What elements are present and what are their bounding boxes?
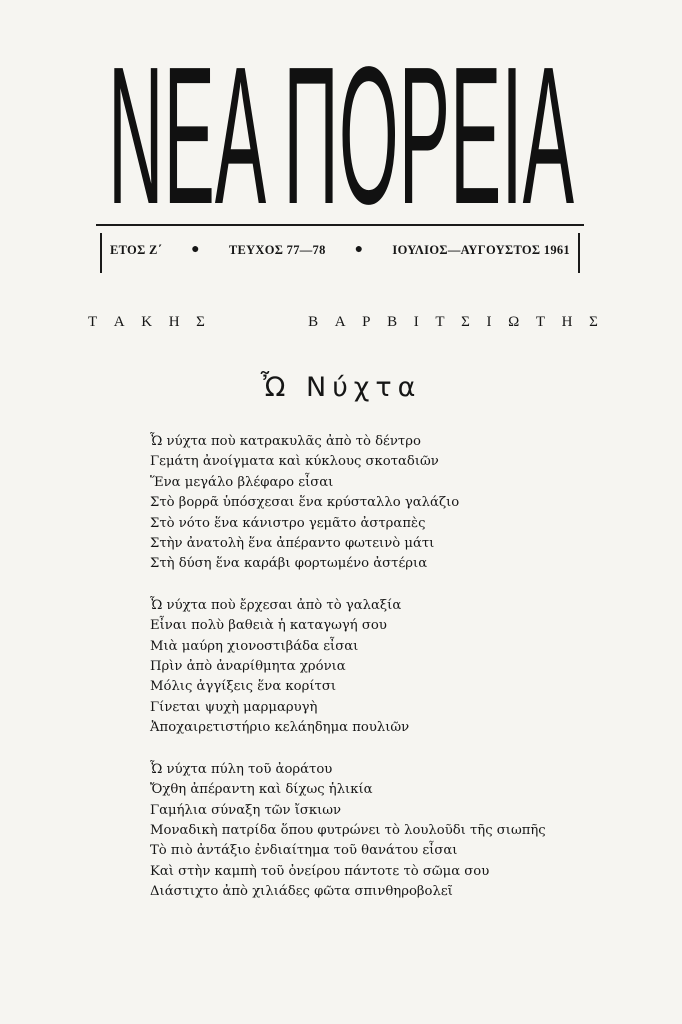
poem-line: Εἶναι πολὺ βαθειὰ ἡ καταγωγή σου	[150, 618, 387, 634]
stanza	[150, 760, 590, 903]
masthead-title: ΝΕΑ ΠΟΡΕΙΑ	[108, 52, 575, 212]
stanza	[150, 432, 590, 575]
author-letter: Τ	[535, 314, 546, 330]
rule-right	[578, 233, 580, 273]
poem-line: Ὦ νύχτα ποὺ ἔρχεσαι ἀπὸ τὸ γαλαξία	[150, 597, 402, 613]
poem-line: Καὶ στὴν καμπὴ τοῦ ὀνείρου πάντοτε τὸ σῶμα σου	[150, 863, 490, 879]
author-letter: Η	[561, 314, 573, 330]
poem-line: Μιὰ μαύρη χιονοστιβάδα εἶσαι	[150, 638, 359, 654]
separator-dot: ●	[354, 242, 364, 257]
author-name	[88, 314, 598, 331]
author-letter: Ι	[486, 314, 492, 330]
poem-title: Ὦ Νύχτα	[260, 372, 422, 403]
poem-line: Πρὶν ἀπὸ ἀναρίθμητα χρόνια	[150, 659, 346, 675]
author-letter: Β	[308, 314, 319, 330]
issue-info-row	[110, 242, 570, 258]
author-letter: Ω	[508, 314, 520, 330]
author-letter: Σ	[196, 314, 205, 330]
issue-date: ΙΟΥΛΙΟΣ—ΑΥΓΟΥΣΤΟΣ 1961	[392, 242, 570, 257]
separator-dot: ●	[191, 242, 200, 257]
poem-line: Γίνεται ψυχὴ μαρμαρυγὴ	[150, 699, 318, 715]
author-letter: Σ	[589, 314, 598, 330]
issue-info-bar	[96, 224, 584, 274]
poem-line: Ὦ νύχτα ποὺ κατρακυλᾶς ἀπὸ τὸ δέντρο	[150, 434, 421, 449]
rule-top	[96, 224, 584, 226]
rule-left	[100, 233, 102, 273]
author-letter: Ρ	[362, 314, 371, 330]
poem-line: Μόλις ἀγγίξεις ἕνα κορίτσι	[150, 679, 336, 695]
author-letter: Α	[334, 314, 346, 330]
author-letter: Τ	[88, 314, 98, 330]
issue-year: ΕΤΟΣ Ζ΄	[110, 242, 163, 257]
stanza	[150, 596, 590, 739]
author-letter: Ι	[413, 314, 419, 330]
issue-number: ΤΕΥΧΟΣ 77—78	[228, 242, 326, 257]
author-letter: Σ	[461, 314, 470, 330]
poem-line: Ὄχθη ἀπέραντη καὶ δίχως ἡλικία	[150, 782, 373, 798]
poem-line: Τὸ πιὸ ἀντάξιο ἐνδιαίτημα τοῦ θανάτου εἶσαι	[150, 843, 458, 859]
poem-line: Γεμάτη ἀνοίγματα καὶ κύκλους σκοταδιῶν	[150, 454, 439, 470]
poem-line: Ἕνα μεγάλο βλέφαρο εἶσαι	[150, 474, 334, 490]
poem-line: Ὦ νύχτα πύλη τοῦ ἀοράτου	[150, 761, 333, 777]
poem-line: Ἀποχαιρετιστήριο κελάηδημα πουλιῶν	[150, 720, 410, 736]
poem-line: Στὴ δύση ἕνα καράβι φορτωμένο ἀστέρια	[150, 556, 428, 572]
poem-line: Στὸ βορρᾶ ὑπόσχεσαι ἕνα κρύσταλλο γαλάζιο	[150, 495, 460, 511]
author-gap	[221, 314, 291, 331]
author-letter: Η	[168, 314, 180, 330]
poem-line: Στὸ νότο ἕνα κάνιστρο γεμᾶτο ἀστραπὲς	[150, 515, 426, 531]
author-letter: Τ	[435, 314, 445, 330]
author-letter: Β	[387, 314, 398, 330]
poem-line: Γαμήλια σύναξη τῶν ἴσκιων	[150, 802, 342, 818]
author-letter: Α	[113, 314, 125, 330]
author-letter: Κ	[141, 314, 153, 330]
poem-line: Διάστιχτο ἀπὸ χιλιάδες φῶτα σπινθηροβολεῖ	[150, 884, 453, 900]
poem-body	[150, 432, 590, 903]
poem-line: Μοναδικὴ πατρίδα ὅπου φυτρώνει τὸ λουλοῦδι τῆς σιωπῆς	[150, 822, 546, 838]
masthead-logo	[100, 52, 582, 212]
masthead	[100, 52, 582, 212]
poem-line: Στὴν ἀνατολὴ ἕνα ἀπέραντο φωτεινὸ μάτι	[150, 536, 435, 552]
